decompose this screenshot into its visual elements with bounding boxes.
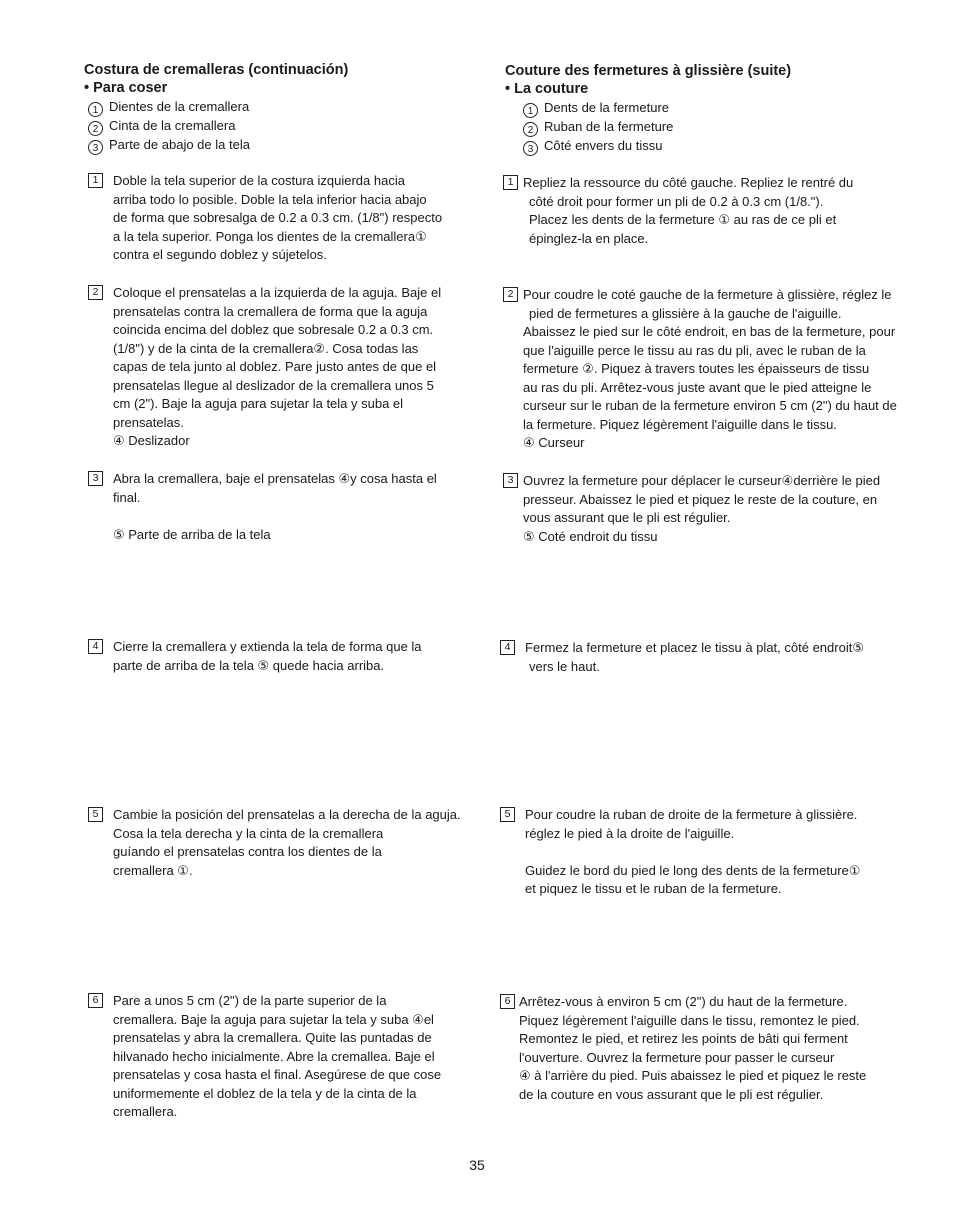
es-legend-item [88,116,235,136]
text-line: prensatelas y cosa hasta el final. Asegúrese de que cose [113,1067,442,1082]
text-line: cm (2"). Baje la aguja para sujetar la tela y suba el [113,396,404,411]
text-line: Doble la tela superior de la costura izquierda hacia [113,173,405,188]
es-step-1-text [113,172,442,265]
es-legend-text: Cinta de la cremallera [109,118,236,133]
es-legend-item [88,135,250,155]
text-line [525,843,860,862]
text-line: Repliez la ressource du côté gauche. Repliez le rentré du [523,175,854,190]
text-line: la fermeture. Piquez légèrement l'aiguille dans le tissu. [523,416,837,432]
es-legend-number: 1 [88,102,103,117]
text-line: réglez le pied à la droite de l'aiguille. [525,825,735,841]
text-line: Pare a unos 5 cm (2") de la parte superior de la [113,993,387,1008]
text-line: pied de fermetures a glissière à la gauche de l'aiguille. [529,305,842,321]
es-step-4-text [113,638,422,675]
text-line: et piquez le tissu et le ruban de la fermeture. [525,881,782,896]
es-section-heading: Costura de cremalleras (continuación) [84,62,349,78]
fr-legend-item [523,98,669,118]
text-line: au ras du pli. Arrêtez-vous juste avant que le pied atteigne le [523,379,872,395]
step-number-box: 6 [500,994,515,1009]
text-line: Guidez le bord du pied le long des dents de la fermeture① [525,862,861,878]
text-line: prensatelas. [113,414,184,430]
step-number-box: 3 [503,473,518,488]
fr-step-3-text [523,472,880,546]
fr-step-4-text [525,639,864,676]
text-line: presseur. Abaissez le pied et piquez le reste de la couture, en [523,491,878,507]
text-line: uniformemente el doblez de la tela y de la cinta de la [113,1085,417,1101]
page-number: 35 [469,1157,485,1173]
es-legend-text: Parte de abajo de la tela [109,137,250,152]
text-line: (1/8") y de la cinta de la cremallera②. Cosa todas las [113,340,419,356]
text-line: de la couture en vous assurant que le pli est régulier. [519,1086,824,1102]
text-line: curseur sur le ruban de la fermeture environ 5 cm (2") du haut de [523,398,897,413]
text-line: Cambie la posición del prensatelas a la derecha de la aguja. [113,807,461,822]
text-line: coincida encima del doblez que sobresale 0.2 a 0.3 cm. [113,322,434,337]
text-line: a la tela superior. Ponga los dientes de la cremallera① [113,228,427,244]
step-number-box: 5 [500,807,515,822]
text-line: Pour coudre la ruban de droite de la fermeture à glissière. [525,807,858,822]
text-line: hilvanado hecho inicialmente. Abre la cremallea. Baje el [113,1048,435,1064]
step-number-box: 6 [88,993,103,1008]
text-line: ⑤ Coté endroit du tissu [523,528,658,544]
es-legend-text: Dientes de la cremallera [109,99,250,114]
fr-step-1-text [523,174,853,248]
step-number-box: 2 [88,285,103,300]
text-line: Abra la cremallera, baje el prensatelas ④y cosa hasta el [113,471,437,486]
text-line: Fermez la fermeture et placez le tissu à plat, côté endroit⑤ [525,640,864,655]
text-line: contra el segundo doblez y sújetelos. [113,247,327,262]
text-line: ④ Deslizador [113,433,190,448]
fr-legend-item [523,136,663,156]
text-line: Pour coudre le coté gauche de la fermeture à glissière, réglez le [523,287,892,302]
es-legend-number: 2 [88,121,103,136]
step-number-box: 4 [88,639,103,654]
text-line: fermeture ②. Piquez à travers toutes les épaisseurs de tissu [523,361,870,376]
step-number-box: 5 [88,807,103,822]
fr-section-heading: Couture des fermetures à glissière (suite) [505,63,792,79]
step-number-box: 1 [88,173,103,188]
text-line: cremallera. [113,1104,178,1119]
text-line: final. [113,489,141,505]
text-line: cremallera ①. [113,862,193,878]
fr-legend-number: 1 [523,103,538,118]
text-line: ④ Curseur [523,435,585,450]
fr-step-6-text [519,993,866,1104]
text-line: Ouvrez la fermeture pour déplacer le curseur④derrière le pied [523,473,881,488]
text-line: vers le haut. [529,658,600,674]
fr-step-2-text [523,286,897,453]
step-number-box: 1 [503,175,518,190]
fr-legend-item [523,117,673,137]
text-line: guíando el prensatelas contra los dientes de la [113,844,382,859]
text-line: arriba todo lo posible. Doble la tela inferior hacia abajo [113,191,427,207]
text-line: vous assurant que le pli est régulier. [523,510,731,525]
text-line: l'ouverture. Ouvrez la fermeture pour passer le curseur [519,1049,835,1065]
text-line: parte de arriba de la tela ⑤ quede hacia arriba. [113,657,385,673]
step-number-box: 2 [503,287,518,302]
fr-legend-text: Dents de la fermeture [544,100,670,115]
es-step-3-text [113,470,437,507]
fr-legend-text: Ruban de la fermeture [544,119,674,134]
es-step-6-text [113,992,441,1122]
es-legend-item [88,97,249,117]
text-line: Piquez légèrement l'aiguille dans le tissu, remontez le pied. [519,1012,860,1028]
text-line: Placez les dents de la fermeture ① au ras de ce pli et [529,212,837,227]
text-line: Cierre la cremallera y extienda la tela de forma que la [113,639,422,654]
text-line: cremallera. Baje la aguja para sujetar la tela y suba ④el [113,1011,434,1027]
text-line: Coloque el prensatelas a la izquierda de la aguja. Baje el [113,285,442,300]
text-line: de forma que sobresalga de 0.2 a 0.3 cm. (1/8") respecto [113,210,443,225]
text-line: épinglez-la en place. [529,230,649,246]
fr-legend-number: 2 [523,122,538,137]
text-line: capas de tela junto al doblez. Pare justo antes de que el [113,359,437,374]
text-line: Abaissez le pied sur le côté endroit, en bas de la fermeture, pour [523,324,896,339]
text-line: Arrêtez-vous à environ 5 cm (2") du haut de la fermeture. [519,994,848,1009]
es-step-3-note: ⑤ Parte de arriba de la tela [113,527,271,542]
text-line: prensatelas llegue al deslizador de la cremallera unos 5 [113,377,434,393]
step-number-box: 4 [500,640,515,655]
step-number-box: 3 [88,471,103,486]
text-line: prensatelas y abra la cremallera. Quite las puntadas de [113,1030,432,1045]
fr-subheading: • La couture [505,81,589,97]
text-line: que l'aiguille perce le tissu au ras du pli, avec le ruban de la [523,342,866,358]
es-subheading: • Para coser [84,80,168,96]
text-line: ④ à l'arrière du pied. Puis abaissez le pied et piquez le reste [519,1068,867,1083]
es-step-5-text [113,806,461,880]
text-line: Cosa la tela derecha y la cinta de la cremallera [113,825,384,841]
text-line: côté droit pour former un pli de 0.2 à 0.3 cm (1/8."). [529,193,824,209]
fr-legend-text: Côté envers du tissu [544,138,663,153]
fr-step-5-text [525,806,860,899]
fr-legend-number: 3 [523,141,538,156]
text-line: Remontez le pied, et retirez les points de bâti qui ferment [519,1031,848,1046]
text-line: prensatelas contra la cremallera de forma que la aguja [113,303,428,319]
es-step-2-text [113,284,441,451]
es-legend-number: 3 [88,140,103,155]
